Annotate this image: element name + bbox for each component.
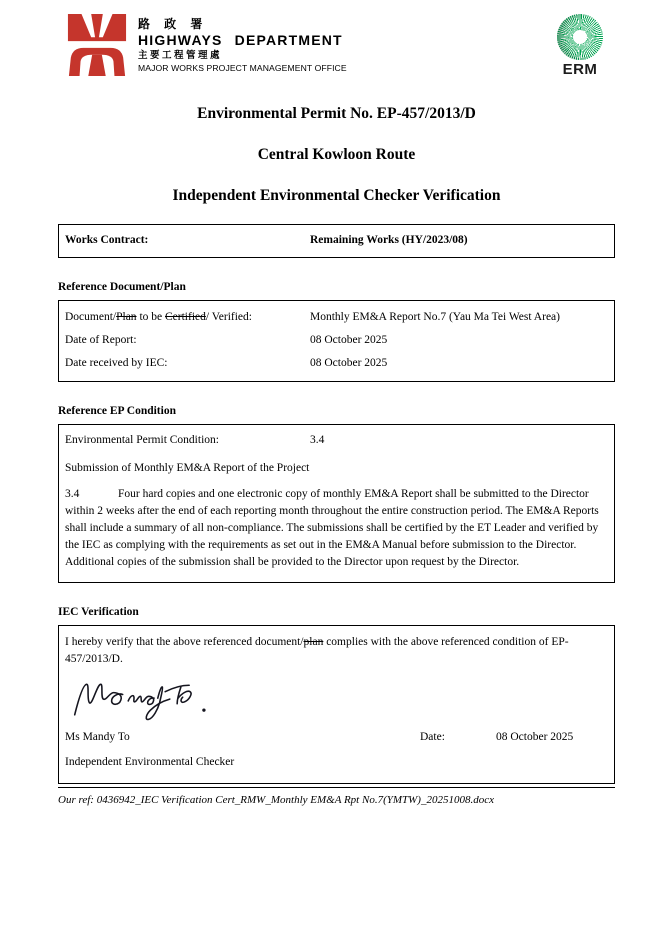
document-to-be-verified-label bbox=[65, 310, 310, 325]
works-contract-value: Remaining Works (HY/2023/08) bbox=[310, 234, 468, 246]
section-heading-reference-document: Reference Document/Plan bbox=[58, 280, 186, 293]
section-heading-reference-ep-condition: Reference EP Condition bbox=[58, 404, 176, 417]
label-segment: / Verified: bbox=[205, 310, 252, 323]
title-document-type: Independent Environmental Checker Verification bbox=[172, 187, 501, 204]
date-value: 08 October 2025 bbox=[496, 730, 574, 743]
struck-word-plan: Plan bbox=[116, 310, 137, 323]
statement-segment: I hereby verify that the above referenced document/ bbox=[65, 635, 304, 648]
date-label: Date: bbox=[420, 730, 445, 743]
ep-condition-subheading: Submission of Monthly EM&A Report of the Project bbox=[65, 461, 310, 474]
office-name-english: MAJOR WORKS PROJECT MANAGEMENT OFFICE bbox=[138, 62, 347, 73]
footer-divider bbox=[58, 787, 615, 788]
ep-condition-table bbox=[58, 424, 615, 583]
works-contract-label: Works Contract: bbox=[65, 234, 149, 246]
title-project-name: Central Kowloon Route bbox=[257, 146, 416, 163]
ep-condition-value: 3.4 bbox=[310, 433, 325, 446]
department-name-english: HIGHWAYS DEPARTMENT bbox=[138, 32, 343, 48]
reference-document-table bbox=[58, 300, 615, 382]
signature-row bbox=[65, 729, 608, 746]
erm-logo-block bbox=[549, 14, 611, 78]
works-contract-table bbox=[58, 224, 615, 258]
department-title-block bbox=[138, 14, 347, 76]
office-name-chinese: 主要工程管理處 bbox=[138, 50, 223, 61]
signatory-title: Independent Environmental Checker bbox=[65, 755, 235, 768]
title-environmental-permit-no: Environmental Permit No. EP-457/2013/D bbox=[197, 105, 476, 122]
label-segment: to be bbox=[136, 310, 165, 323]
document-to-be-verified-value: Monthly EM&A Report No.7 (Yau Ma Tei West Area) bbox=[310, 310, 560, 323]
erm-starburst-icon bbox=[557, 14, 603, 60]
erm-logo-text: ERM bbox=[562, 61, 598, 78]
label-segment: Document/ bbox=[65, 310, 117, 323]
clause-text: Four hard copies and one electronic copy of monthly EM&A Report shall be submitted to the Director within 2 weeks after the end of each reporting month throughout the entire construction period. The EM&A Reports shall include a summary of all non-compliance. The submissions shall be certified by the ET Leader and verified by the IEC as complying with the requirements as set out in the EM&A Manual before submission to the Director. Additional copies of the submission shall be provided to the Director upon request by the Director. bbox=[65, 487, 599, 568]
struck-word-certified: Certified bbox=[165, 310, 206, 323]
signature-icon bbox=[67, 676, 219, 724]
highways-department-logo-icon bbox=[66, 14, 128, 76]
signatory-name: Ms Mandy To bbox=[65, 730, 130, 743]
table-row bbox=[65, 348, 608, 371]
table-row bbox=[65, 433, 608, 448]
verification-statement bbox=[65, 634, 608, 668]
statement-segment: complies with the above referenced condition of EP-457/2013/D. bbox=[65, 635, 569, 665]
date-of-report-value: 08 October 2025 bbox=[310, 333, 388, 346]
clause-number: 3.4 bbox=[65, 487, 80, 500]
department-name-chinese: 路 政 署 bbox=[138, 17, 208, 31]
iec-verification-box bbox=[58, 625, 615, 784]
section-heading-iec-verification: IEC Verification bbox=[58, 605, 139, 618]
highways-department-block bbox=[66, 14, 347, 76]
date-received-by-iec-label: Date received by IEC: bbox=[65, 356, 168, 369]
table-row bbox=[65, 325, 608, 348]
ep-condition-label: Environmental Permit Condition: bbox=[65, 433, 219, 446]
struck-word-plan: plan bbox=[303, 635, 324, 648]
table-row bbox=[65, 302, 608, 325]
date-received-by-iec-value: 08 October 2025 bbox=[310, 356, 388, 369]
ep-condition-clause bbox=[65, 486, 608, 571]
our-ref-line: Our ref: 0436942_IEC Verification Cert_RMW_Monthly EM&A Rpt No.7(YMTW)_20251008.docx bbox=[58, 793, 494, 806]
date-of-report-label: Date of Report: bbox=[65, 333, 137, 346]
document-header bbox=[58, 14, 615, 80]
